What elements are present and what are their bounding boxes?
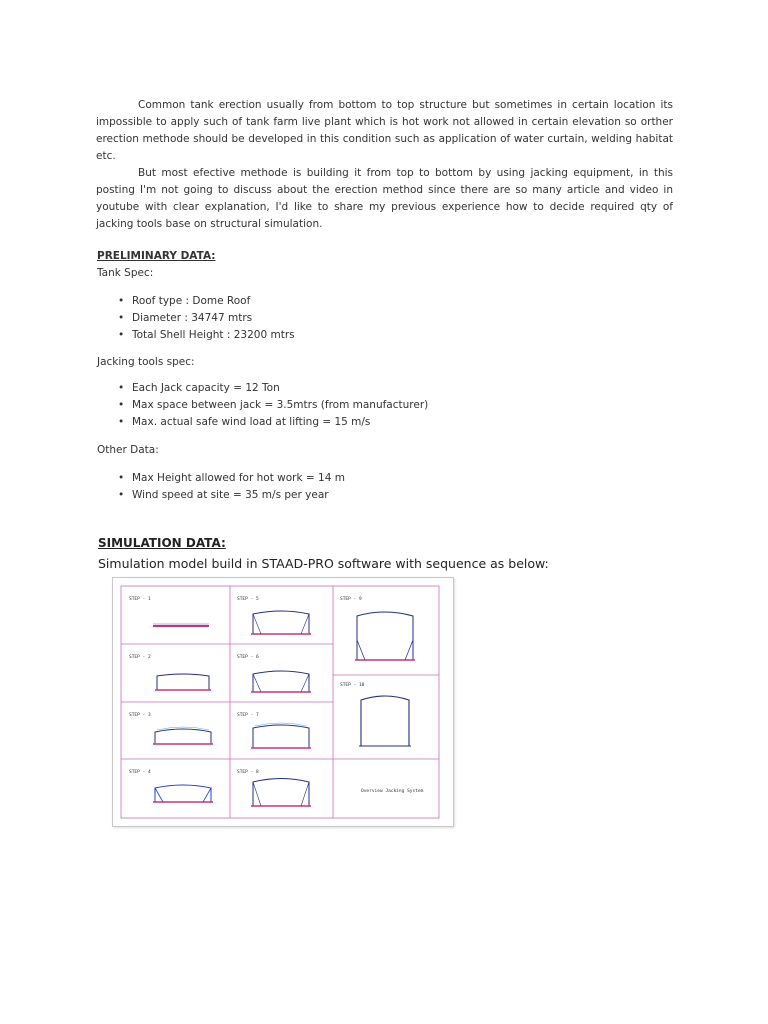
list-item: • Roof type : Dome Roof [118, 293, 295, 310]
staad-simulation-figure [112, 577, 454, 827]
step-label: STEP - 8 [237, 770, 259, 775]
step-label: STEP - 5 [237, 597, 259, 602]
preliminary-data-heading: PRELIMINARY DATA: [97, 250, 216, 262]
step-label: STEP - 9 [340, 597, 362, 602]
step-label: STEP - 1 [129, 597, 151, 602]
list-item: • Wind speed at site = 35 m/s per year [118, 487, 345, 504]
tank-model-step-1 [153, 624, 209, 626]
tank-spec-list [118, 293, 295, 344]
tank-model-step-8 [251, 779, 311, 807]
tank-model-step-4 [153, 785, 213, 802]
jacking-tools-spec-label: Jacking tools spec: [97, 356, 195, 368]
tank-model-step-3 [153, 727, 213, 744]
tank-model-step-7 [251, 723, 311, 748]
list-item: • Max Height allowed for hot work = 14 m [118, 470, 345, 487]
step-label: STEP - 3 [129, 713, 151, 718]
tank-model-step-2 [155, 674, 211, 690]
simulation-steps-grid [113, 578, 453, 826]
other-data-label: Other Data: [97, 444, 159, 456]
tank-spec-label: Tank Spec: [97, 267, 154, 279]
overview-caption: Overview Jacking System [361, 789, 424, 794]
step-label: STEP - 4 [129, 770, 151, 775]
simulation-data-heading: SIMULATION DATA: [98, 536, 226, 550]
step-label: STEP - 7 [237, 713, 259, 718]
simulation-description: Simulation model build in STAAD-PRO software with sequence as below: [98, 556, 549, 571]
step-label: STEP - 6 [237, 655, 259, 660]
tank-model-step-10 [359, 696, 411, 746]
list-item: • Each Jack capacity = 12 Ton [118, 380, 428, 397]
jacking-tools-list [118, 380, 428, 431]
step-label: STEP - 2 [129, 655, 151, 660]
list-item: • Diameter : 34747 mtrs [118, 310, 295, 327]
tank-model-step-5 [251, 611, 311, 634]
other-data-list [118, 470, 345, 504]
tank-model-step-6 [251, 671, 311, 692]
intro-paragraph-2: But most efective methode is building it from top to bottom by using jacking equipment, in this posting I'm not going to discuss about the erection method since there are so many article and video in youtube with clear explanation, I'd like to share my previous experience how to decide required qty of jacking tools base on structural simulation. [96, 167, 673, 230]
intro-paragraph-1: Common tank erection usually from bottom to top structure but sometimes in certain location its impossible to apply such of tank farm live plant which is hot work not allowed in certain elevation so orther erection methode should be developed in this condition such as application of water curtain, welding habitat etc. [96, 99, 673, 162]
list-item: • Max. actual safe wind load at lifting = 15 m/s [118, 414, 428, 431]
tank-model-step-9 [355, 612, 415, 660]
list-item: • Total Shell Height : 23200 mtrs [118, 327, 295, 344]
step-label: STEP - 10 [340, 683, 365, 688]
list-item: • Max space between jack = 3.5mtrs (from manufacturer) [118, 397, 428, 414]
